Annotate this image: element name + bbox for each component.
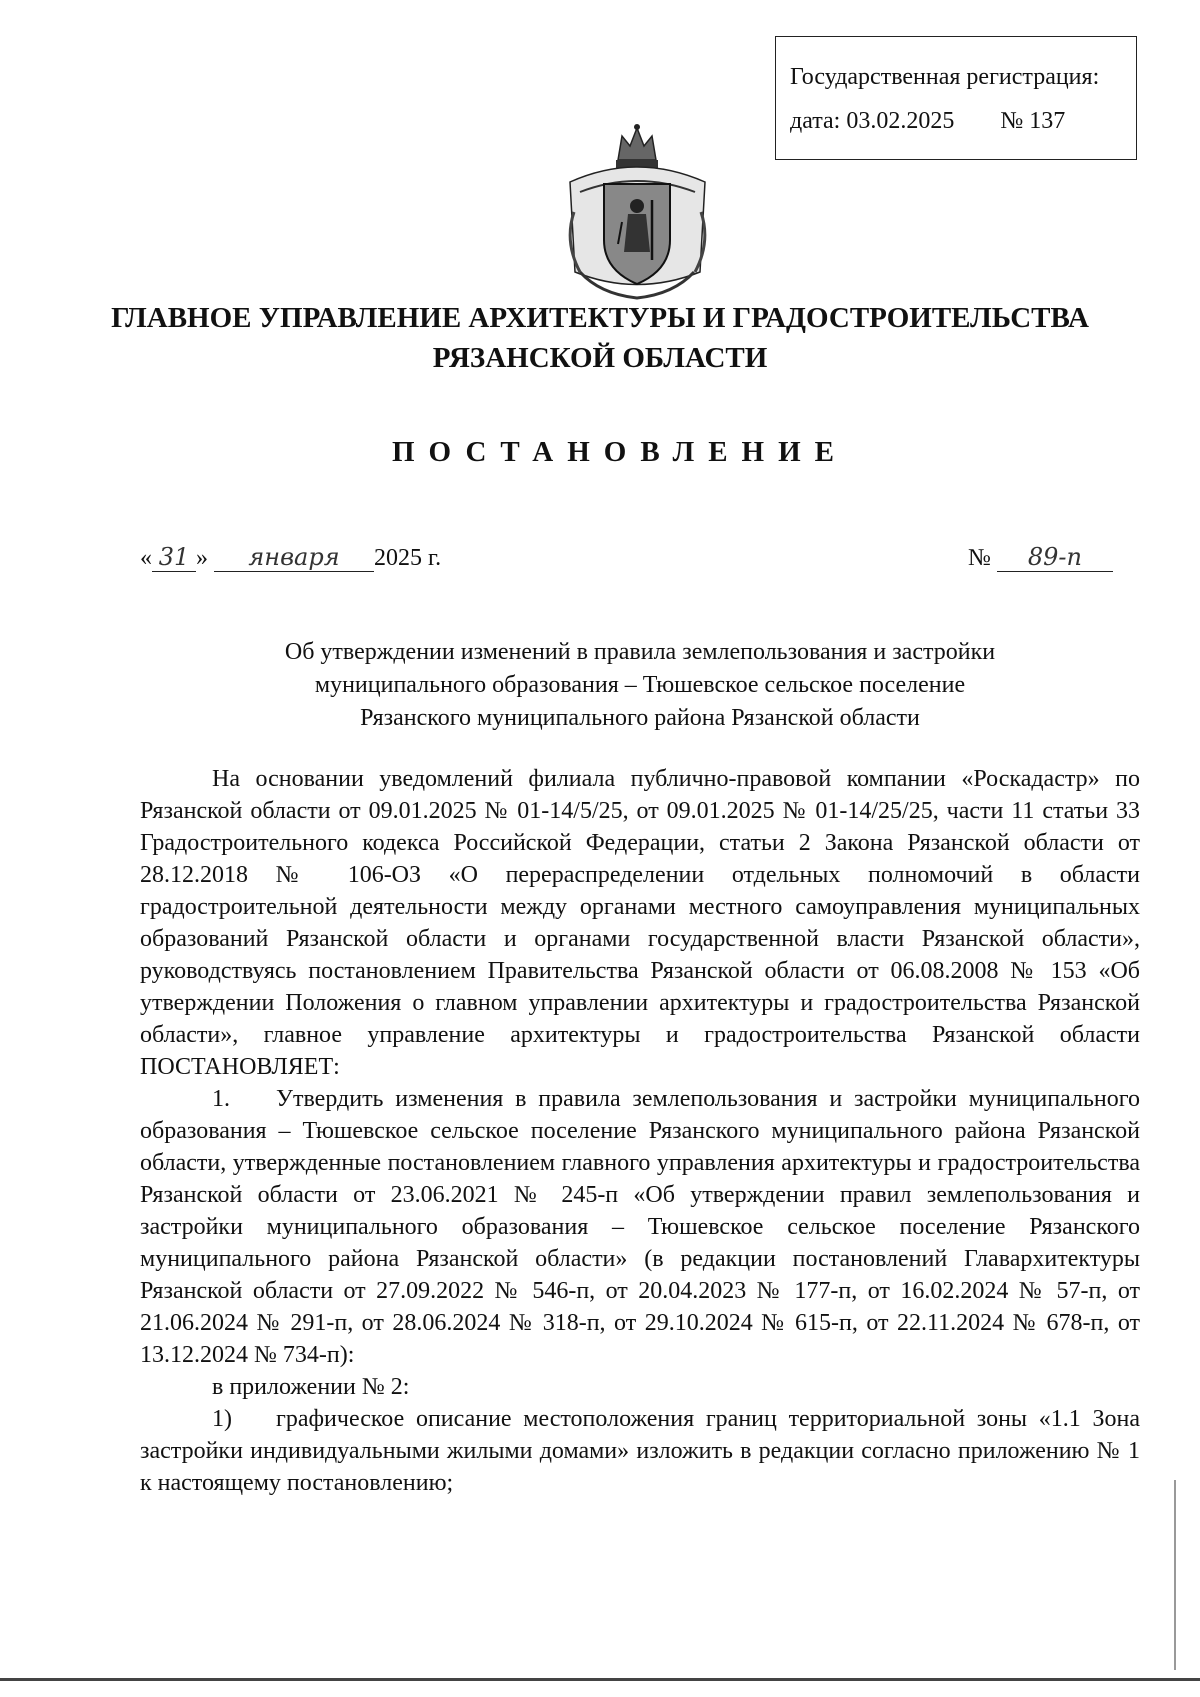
item-1-text: Утвердить изменения в правила землепользования и застройки муниципального образования – Тюшевское сельское поселение Рязанского муниципального района Рязанской области, утвержденные постановлением главного управления архитектуры и градостроительства Рязанской области от 23.06.2021 № 245-п «Об утверждении правил землепользования и застройки муниципального образования – Тюшевское сельское поселение Рязанского муниципального района Рязанской области» (в редакции постановлений Главархитектуры Рязанской области от 27.09.2022 № 546-п, от 20.04.2023 № 177-п, от 16.02.2024 № 57-п, от 21.06.2024 № 291-п, от 28.06.2024 № 318-п, от 29.10.2024 № 615-п, от 22.11.2024 № 678-п, от 13.12.2024 № 734-п): <box>140 1086 1140 1368</box>
document-type-heading: ПОСТАНОВЛЕНИЕ <box>391 436 848 468</box>
ryazan-coat-of-arms-icon <box>560 122 715 304</box>
subitem-1-text: графическое описание местоположения границ территориальной зоны «1.1 Зона застройки индивидуальными жилыми домами» изложить в редакции согласно приложению № 1 к настоящему постановлению; <box>140 1406 1140 1496</box>
agency-name-line1: ГЛАВНОЕ УПРАВЛЕНИЕ АРХИТЕКТУРЫ И ГРАДОСТРОИТЕЛЬСТВА <box>111 302 1089 334</box>
scan-edge-mark <box>1174 1480 1176 1670</box>
registration-stamp <box>775 36 1137 160</box>
date-month-handwritten: января <box>214 543 374 572</box>
subitem-1-label: 1) <box>212 1406 232 1432</box>
registration-date: дата: 03.02.2025 <box>790 108 955 134</box>
date-year: 2025 г. <box>374 545 442 571</box>
decree-date <box>140 543 441 572</box>
preamble-paragraph: На основании уведомлений филиала публично-правовой компании «Роскадастр» по Рязанской области от 09.01.2025 № 01-14/5/25, от 09.01.2025 № 01-14/25/25, части 11 статьи 33 Градостроительного кодекса Российской Федерации, статьи 2 Закона Рязанской области от 28.12.2018 № 106-ОЗ «О перераспределении отдельных полномочий в области градостроительной деятельности между органами местного самоуправления муниципальных образований Рязанской области и органами государственной власти Рязанской области», руководствуясь постановлением Правительства Рязанской области от 06.08.2008 № 153 «Об утверждении Положения о главном управлении архитектуры и градостроительства Рязанской области», главное управление архитектуры и градостроительства Рязанской области ПОСТАНОВЛЯЕТ: <box>140 766 1140 1080</box>
decree-number <box>968 543 1113 572</box>
subject-line2: муниципального образования – Тюшевское сельское поселение <box>314 672 966 698</box>
date-close-quote: » <box>196 545 208 571</box>
appendix-line: в приложении № 2: <box>212 1374 410 1400</box>
subitem-1-paragraph <box>140 1403 1140 1499</box>
date-open-quote: « <box>140 545 152 571</box>
registration-number: № 137 <box>1000 108 1066 134</box>
decree-subject <box>140 636 1140 735</box>
date-day-handwritten: 31 <box>152 543 196 572</box>
item-1-paragraph <box>140 1083 1140 1371</box>
registration-title: Государственная регистрация: <box>790 64 1100 90</box>
agency-name-line2: РЯЗАНСКОЙ ОБЛАСТИ <box>432 342 768 374</box>
registration-details <box>790 109 1065 133</box>
subject-line1: Об утверждении изменений в правила землепользования и застройки <box>284 639 996 665</box>
item-1-label: 1. <box>212 1086 230 1112</box>
decree-number-prefix: № <box>968 545 991 571</box>
decree-body <box>140 763 1140 1499</box>
decree-number-handwritten: 89-п <box>997 543 1113 572</box>
subject-line3: Рязанского муниципального района Рязанской области <box>360 705 920 731</box>
agency-name <box>80 298 1120 378</box>
page-bottom-rule <box>0 1678 1200 1681</box>
